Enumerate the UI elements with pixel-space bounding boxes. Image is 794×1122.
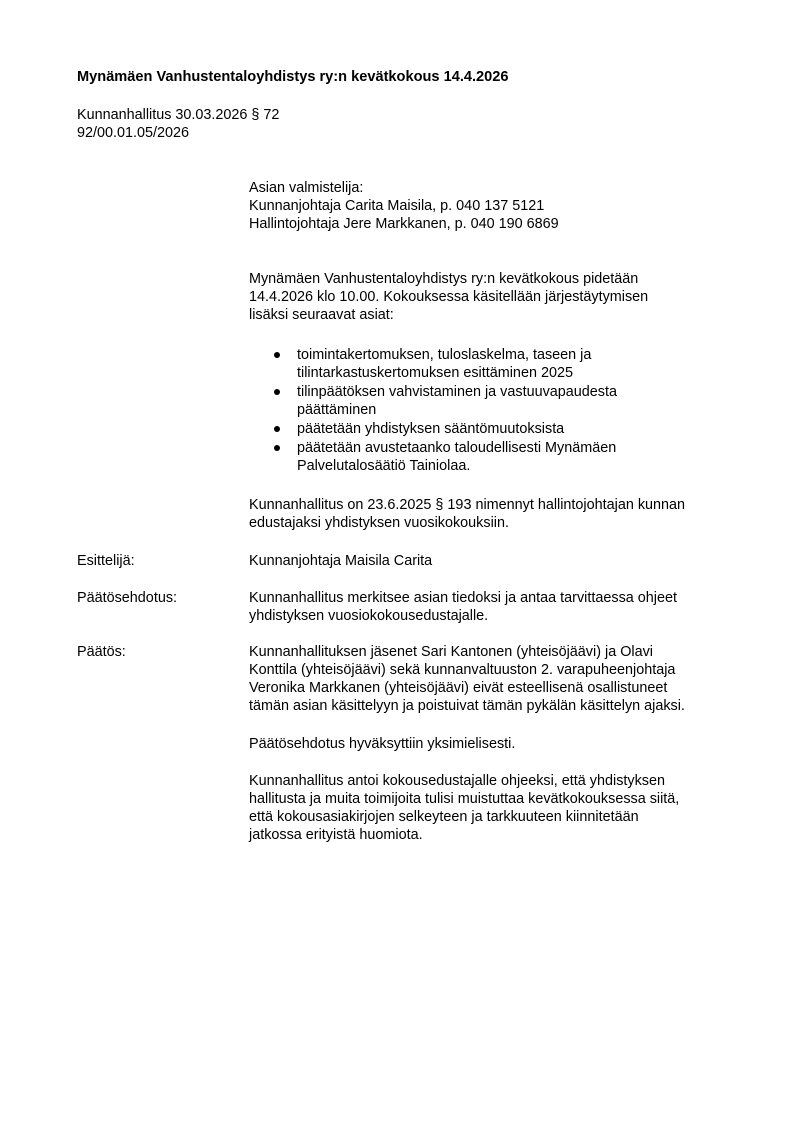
agenda-item <box>249 383 749 419</box>
agenda-item-text: tilinpäätöksen vahvistaminen ja vastuuvapaudesta <box>297 384 617 400</box>
bullet-icon <box>274 426 280 432</box>
note-line: edustajaksi yhdistyksen vuosikokouksiin. <box>249 515 509 531</box>
decision-paragraph-3 <box>249 772 749 844</box>
presenter-text <box>249 552 749 570</box>
decision-line: hallitusta ja muita toimijoita tulisi muistuttaa kevätkokouksessa siitä, <box>249 791 680 807</box>
intro-line: 14.4.2026 klo 10.00. Kokouksessa käsitellään järjestäytymisen <box>249 289 649 305</box>
reference-block <box>77 106 279 142</box>
case-number: 92/00.01.05/2026 <box>77 125 190 141</box>
agenda-item-text: toimintakertomuksen, tuloslaskelma, taseen ja <box>297 347 592 363</box>
presenter-label: Esittelijä: <box>77 553 135 569</box>
bullet-icon <box>274 445 280 451</box>
agenda-item-text: päätetään yhdistyksen sääntömuutoksista <box>297 421 565 437</box>
decision-line: Kunnanhallitus antoi kokousedustajalle ohjeeksi, että yhdistyksen <box>249 773 665 789</box>
reference-line: Kunnanhallitus 30.03.2026 § 72 <box>77 107 280 123</box>
decision-line: että kokousasiakirjojen selkeyteen ja tarkkuuteen kiinnitetään <box>249 809 639 825</box>
preparers-block <box>249 179 749 233</box>
agenda-item-text: tilintarkastuskertomuksen esittäminen 2025 <box>297 365 573 381</box>
decision-line: jatkossa erityistä huomiota. <box>249 827 423 843</box>
proposal-line: yhdistyksen vuosiokokousedustajalle. <box>249 608 489 624</box>
decision-line: Kunnanhallituksen jäsenet Sari Kantonen (yhteisöjäävi) ja Olavi <box>249 644 653 660</box>
bullet-icon <box>274 389 280 395</box>
decision-paragraph-1 <box>249 643 749 715</box>
preparer-line: Kunnanjohtaja Carita Maisila, p. 040 137 5121 <box>249 198 545 214</box>
intro-line: lisäksi seuraavat asiat: <box>249 307 394 323</box>
presenter-name: Kunnanjohtaja Maisila Carita <box>249 553 433 569</box>
proposal-label: Päätösehdotus: <box>77 590 178 606</box>
agenda-list <box>249 346 749 476</box>
document-title: Mynämäen Vanhustentaloyhdistys ry:n kevätkokous 14.4.2026 <box>77 69 509 85</box>
decision-line: Konttila (yhteisöjäävi) sekä kunnanvaltuuston 2. varapuheenjohtaja <box>249 662 676 678</box>
preparers-heading: Asian valmistelija: <box>249 180 364 196</box>
decision-label: Päätös: <box>77 644 126 660</box>
agenda-item-text: päätetään avustetaanko taloudellisesti Mynämäen <box>297 440 617 456</box>
proposal-text <box>249 589 749 625</box>
decision-paragraph-2 <box>249 735 749 753</box>
agenda-item-text: päättäminen <box>297 402 377 418</box>
decision-line: Päätösehdotus hyväksyttiin yksimielisesti. <box>249 736 516 752</box>
agenda-item-text: Palvelutalosäätiö Tainiolaa. <box>297 458 471 474</box>
bullet-icon <box>274 352 280 358</box>
representative-note <box>249 496 749 532</box>
decision-line: Veronika Markkanen (yhteisöjäävi) eivät esteellisenä osallistuneet <box>249 680 668 696</box>
agenda-item <box>249 420 749 438</box>
intro-line: Mynämäen Vanhustentaloyhdistys ry:n kevätkokous pidetään <box>249 271 639 287</box>
agenda-item <box>249 439 749 475</box>
preparer-line: Hallintojohtaja Jere Markkanen, p. 040 190 6869 <box>249 216 559 232</box>
agenda-item <box>249 346 749 382</box>
decision-line: tämän asian käsittelyyn ja poistuivat tämän pykälän käsittelyn ajaksi. <box>249 698 685 714</box>
note-line: Kunnanhallitus on 23.6.2025 § 193 nimennyt hallintojohtajan kunnan <box>249 497 686 513</box>
intro-block <box>249 270 749 324</box>
proposal-line: Kunnanhallitus merkitsee asian tiedoksi ja antaa tarvittaessa ohjeet <box>249 590 677 606</box>
